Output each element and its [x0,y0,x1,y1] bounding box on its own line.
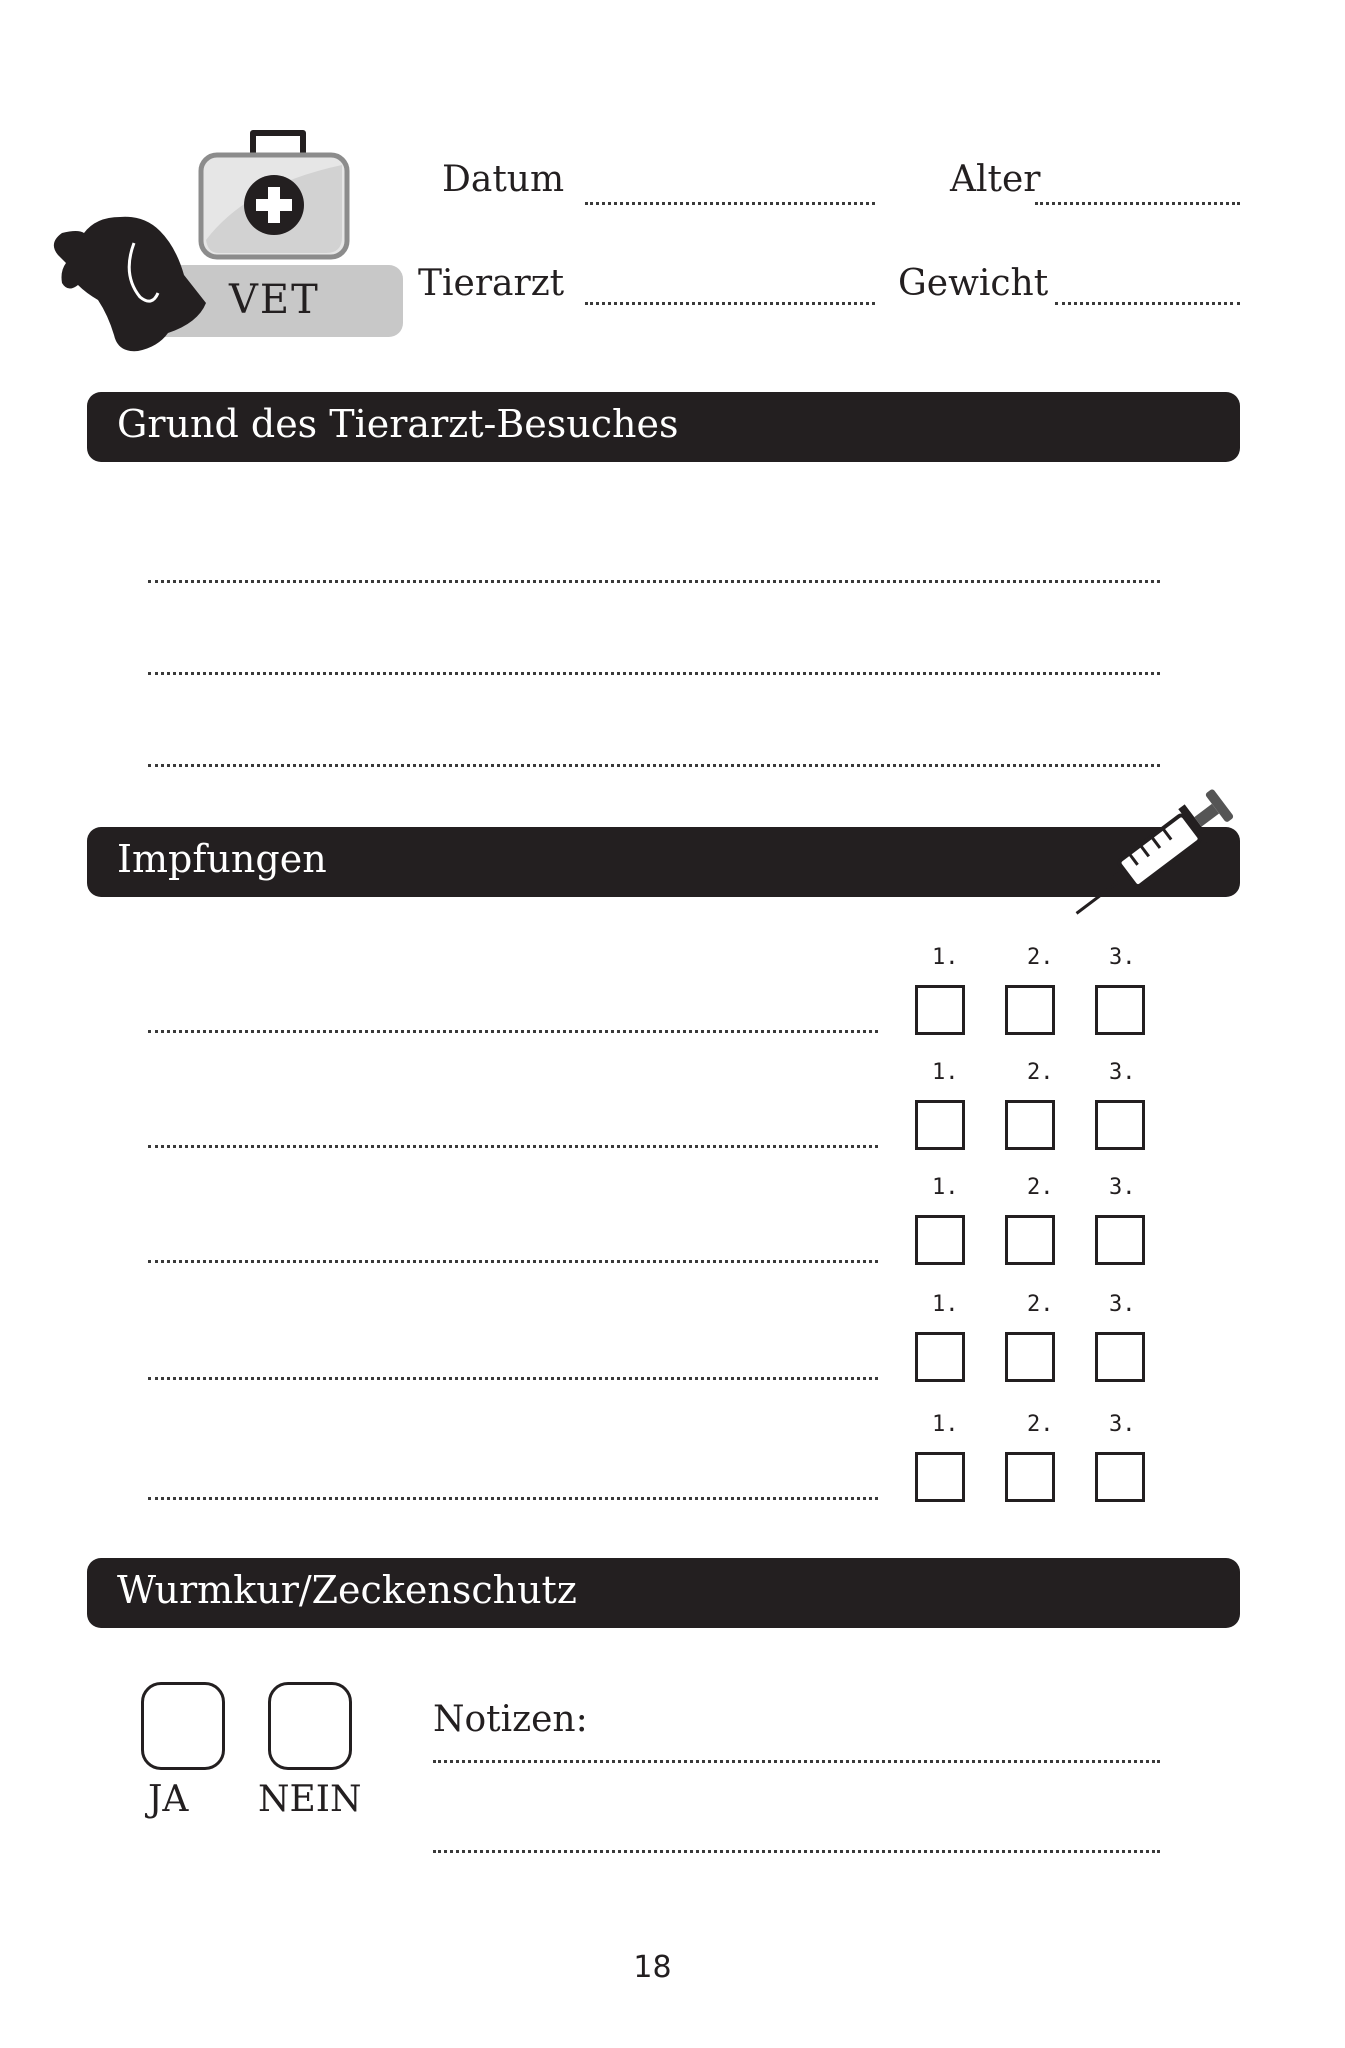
gewicht-label: Gewicht [898,263,1049,304]
tierarzt-field[interactable] [585,302,875,305]
syringe-icon [1050,788,1250,923]
dose-checkbox-2[interactable] [1005,1332,1055,1382]
section-header-grund [87,392,1240,462]
checkbox-number: 1. [932,1175,959,1200]
notizen-line-1[interactable] [433,1760,1160,1763]
checkbox-number: 1. [932,1412,959,1437]
dose-checkbox-1[interactable] [915,985,965,1035]
alter-field[interactable] [1035,202,1240,205]
impfung-line[interactable] [148,1377,878,1380]
vet-tag-label: VET [229,277,320,323]
checkbox-number: 2. [1027,945,1054,970]
ja-checkbox[interactable] [141,1682,225,1770]
checkbox-number: 2. [1027,1060,1054,1085]
checkbox-number: 2. [1027,1175,1054,1200]
alter-label: Alter [950,159,1041,200]
first-aid-kit-icon [201,133,347,257]
dose-checkbox-2[interactable] [1005,1100,1055,1150]
dose-checkbox-1[interactable] [915,1100,965,1150]
notizen-line-2[interactable] [433,1850,1160,1853]
gewicht-field[interactable] [1055,302,1240,305]
dose-checkbox-3[interactable] [1095,985,1145,1035]
checkbox-number: 3. [1109,1412,1136,1437]
grund-line-1[interactable] [148,580,1160,583]
page-number: 18 [633,1950,672,1985]
impfung-line[interactable] [148,1030,878,1033]
dose-checkbox-1[interactable] [915,1215,965,1265]
checkbox-number: 2. [1027,1412,1054,1437]
dose-checkbox-2[interactable] [1005,985,1055,1035]
dose-checkbox-1[interactable] [915,1332,965,1382]
checkbox-number: 3. [1109,1060,1136,1085]
impfung-line[interactable] [148,1260,878,1263]
grund-line-3[interactable] [148,764,1160,767]
datum-label: Datum [442,159,565,200]
dose-checkbox-3[interactable] [1095,1215,1145,1265]
nein-label: NEIN [258,1779,362,1820]
checkbox-number: 1. [932,945,959,970]
tierarzt-label: Tierarzt [418,263,565,304]
vet-header-graphic [48,125,408,355]
ja-label: JA [148,1779,189,1820]
section-title: Wurmkur/Zeckenschutz [117,1568,577,1612]
checkbox-number: 1. [932,1060,959,1085]
dose-checkbox-3[interactable] [1095,1100,1145,1150]
section-title: Impfungen [117,837,327,881]
checkbox-number: 3. [1109,945,1136,970]
dose-checkbox-1[interactable] [915,1452,965,1502]
checkbox-number: 1. [932,1292,959,1317]
dose-checkbox-2[interactable] [1005,1215,1055,1265]
grund-line-2[interactable] [148,672,1160,675]
datum-field[interactable] [585,202,875,205]
notizen-label: Notizen: [433,1699,588,1740]
checkbox-number: 3. [1109,1175,1136,1200]
checkbox-number: 2. [1027,1292,1054,1317]
dose-checkbox-3[interactable] [1095,1452,1145,1502]
impfung-line[interactable] [148,1145,878,1148]
checkbox-number: 3. [1109,1292,1136,1317]
nein-checkbox[interactable] [268,1682,352,1770]
section-header-wurmkur [87,1558,1240,1628]
dose-checkbox-3[interactable] [1095,1332,1145,1382]
section-title: Grund des Tierarzt-Besuches [117,402,679,446]
dose-checkbox-2[interactable] [1005,1452,1055,1502]
impfung-line[interactable] [148,1497,878,1500]
